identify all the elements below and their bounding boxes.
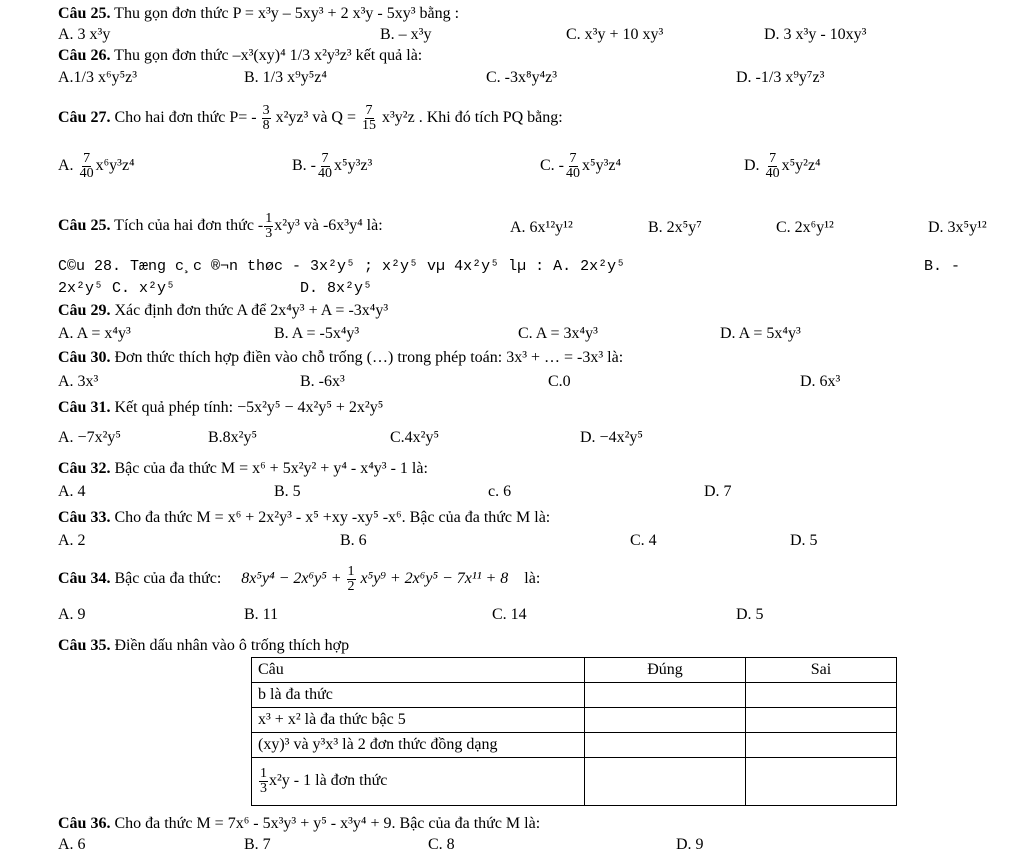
option-b: B. 2x⁵y⁷ [648,219,702,236]
true-checkbox-cell[interactable] [585,683,746,708]
expression: 8x⁵y⁴ − 2x⁶y⁵ + [241,570,342,588]
question-26 [58,46,422,66]
question-30 [58,348,623,368]
option-b: B. 11 [244,606,279,623]
option-c: C. x³y + 10 xy³ [566,26,664,43]
question-label: Câu 33. [58,509,111,526]
false-checkbox-cell[interactable] [746,758,897,806]
option-letter: C. [540,157,555,175]
question-label: Câu 29. [58,302,111,319]
option-letter: D. [744,157,760,175]
option-d: D. 8x²y⁵ [300,280,373,297]
question-label: Câu 26. [58,47,111,64]
question-label: Câu 34. [58,570,111,588]
question-32 [58,459,428,479]
option-b: B. – x³y [380,26,432,43]
option-c: C. -3x⁸y⁴z³ [486,69,558,86]
option-d: D. 7 [704,483,732,500]
numerator: 7 [569,151,577,166]
numerator: 7 [769,151,777,166]
false-checkbox-cell[interactable] [746,708,897,733]
option-b: B. -6x³ [300,373,345,390]
statement-cell: (xy)³ và y³x³ là 2 đơn thức đồng dạng [252,733,585,758]
option-a: A. 2 [58,532,86,549]
option-d: D. −4x²y⁵ [580,429,643,446]
fraction [264,212,273,241]
option-a: A. −7x²y⁵ [58,429,121,446]
option-a [58,152,135,181]
denominator: 8 [262,118,270,133]
question-29 [58,301,388,321]
expression: x⁶y³z⁴ [95,157,135,175]
question-text: Bậc của đa thức M = x⁶ + 5x²y² + y⁴ - x⁴y³ - 1 là: [114,460,428,477]
question-label: Câu 36. [58,815,111,832]
true-checkbox-cell[interactable] [585,733,746,758]
option-a: A. 3x³ [58,373,99,390]
expression: x³y²z [382,109,415,127]
question-label: Câu 32. [58,460,111,477]
question-label: Câu 35. [58,637,111,654]
denominator: 40 [79,166,94,181]
option-c: C.0 [548,373,571,390]
question-label: Câu 25. [58,217,111,235]
statement-cell: b là đa thức [252,683,585,708]
question-text: Xác định đơn thức A để 2x⁴y³ + A = -3x⁴y³ [114,302,389,319]
fraction [361,104,377,133]
sign: - [310,157,316,175]
option-d: D. 3 x³y - 10xy³ [764,26,867,43]
question-text: . Khi đó tích PQ bằng: [418,109,563,127]
option-c: C. A = 3x⁴y³ [518,325,598,342]
option-c: C. 2x⁶y¹² [776,219,834,236]
question-text: Cho đa thức M = 7x⁶ - 5x³y³ + y⁵ - x³y⁴ + 9. Bậc của đa thức M là: [114,815,541,832]
option-b: B. A = -5x⁴y³ [274,325,360,342]
question-34 [58,565,540,594]
question-text: Bậc của đa thức: [114,570,222,588]
question-text: Thu gọn đơn thức P = x³y – 5xy³ + 2 x³y - 5xy³ bằng : [114,5,460,22]
question-35 [58,636,349,656]
option-a: A. 3 x³y [58,26,111,43]
option-c: C. 4 [630,532,657,549]
option-b [292,152,372,181]
fraction [262,104,271,133]
numerator: 7 [321,151,329,166]
header-cell: Sai [746,658,897,683]
header-cell: Đúng [585,658,746,683]
option-b: B. 5 [274,483,301,500]
question-label: Câu 25. [58,5,111,22]
question-text: là: [524,570,541,588]
question-25a [58,4,459,24]
denominator: 40 [566,166,580,181]
denominator: 3 [265,226,273,241]
option-a: A. 6 [58,836,86,853]
option-b: B. 7 [244,836,271,853]
question-31 [58,398,383,418]
option-c: c. 6 [488,483,512,500]
sign: - [251,109,257,127]
fraction [259,767,268,796]
question-text: Cho đa thức M = x⁶ + 2x²y³ - x⁵ +xy -xy⁵ -x⁶. Bậc của đa thức M là: [114,509,551,526]
true-checkbox-cell[interactable] [585,758,746,806]
option-b: B. - [924,258,961,275]
option-d: D. 9 [676,836,704,853]
denominator: 3 [260,781,267,796]
question-text: và Q = [312,109,356,127]
denominator: 40 [765,166,780,181]
statement-cell: x³ + x² là đa thức bậc 5 [252,708,585,733]
option-d: D. 3x⁵y¹² [928,219,987,236]
fraction [565,152,581,181]
option-d: D. -1/3 x⁹y⁷z³ [736,69,825,86]
expression: x²y³ và -6x³y⁴ là: [274,217,383,235]
denominator: 40 [318,166,332,181]
option-a: A. 6x¹²y¹² [510,219,573,236]
option-c: C. 8 [428,836,455,853]
question-text: Cho hai đơn thức P= [114,109,248,127]
question-27 [58,104,563,133]
question-text: Đơn thức thích hợp điền vào chỗ trống (…) trong phép toán: 3x³ + … = -3x³ là: [114,349,624,366]
option-d: D. A = 5x⁴y³ [720,325,801,342]
question-label: Câu 30. [58,349,111,366]
option-a: A.1/3 x⁶y⁵z³ [58,69,138,86]
sign: - [257,217,264,235]
false-checkbox-cell[interactable] [746,683,897,708]
question-33 [58,508,550,528]
fraction [765,152,781,181]
option-letter: A. [58,157,74,175]
header-cell: Câu [252,658,585,683]
numerator: 1 [347,564,355,579]
expression: x⁵y⁹ + 2x⁶y⁵ − 7x¹¹ + 8 [360,570,509,588]
table-row [252,708,897,733]
option-a: A. 9 [58,606,86,623]
question-label: Câu 27. [58,109,111,127]
table-row [252,683,897,708]
question-28-line2: 2x²y⁵ C. x²y⁵ [58,280,176,297]
option-c: C.4x²y⁵ [390,429,440,446]
question-36 [58,814,540,834]
table-row [252,758,897,806]
question-text: Tích của hai đơn thức [114,217,254,235]
fraction [347,565,356,594]
option-b: B.8x²y⁵ [208,429,258,446]
question-text: Thu gọn đơn thức –x³(xy)⁴ 1/3 x²y³z³ kết quả là: [114,47,423,64]
expression: x²yz³ [275,109,309,127]
option-c [540,152,621,181]
numerator: 7 [365,103,373,118]
expression: x⁵y³z⁴ [582,157,622,175]
question-28-line1: C©u 28. Tæng c¸c ®¬n thøc - 3x²y⁵ ; x²y⁵ vµ 4x²y⁵ lµ : A. 2x²y⁵ [58,258,626,275]
answer-table [251,657,897,806]
numerator: 3 [262,103,270,118]
denominator: 2 [347,579,355,594]
question-label: Câu 31. [58,399,111,416]
numerator: 7 [83,151,91,166]
option-b: B. 6 [340,532,367,549]
fraction [317,152,333,181]
option-b: B. 1/3 x⁹y⁵z⁴ [244,69,327,86]
question-text: Điền dấu nhân vào ô trống thích hợp [114,637,350,654]
numerator: 1 [265,211,273,226]
option-d: D. 5 [790,532,818,549]
expression: x⁵y²z⁴ [781,157,821,175]
option-d [744,152,821,181]
option-a: A. 4 [58,483,86,500]
denominator: 15 [362,118,376,133]
fraction [79,152,95,181]
option-a: A. A = x⁴y³ [58,325,131,342]
question-text: Kết quả phép tính: −5x²y⁵ − 4x²y⁵ + 2x²y⁵ [114,399,384,416]
expression: x⁵y³z³ [334,157,373,175]
sign: - [558,157,564,175]
true-checkbox-cell[interactable] [585,708,746,733]
statement-cell [252,758,585,806]
option-d: D. 6x³ [800,373,841,390]
table-header-row [252,658,897,683]
question-25b [58,212,383,241]
option-c: C. 14 [492,606,527,623]
option-d: D. 5 [736,606,764,623]
numerator: 1 [260,766,267,781]
false-checkbox-cell[interactable] [746,733,897,758]
table-row [252,733,897,758]
option-letter: B. [292,157,307,175]
expression: x²y - 1 là đơn thức [269,772,388,790]
